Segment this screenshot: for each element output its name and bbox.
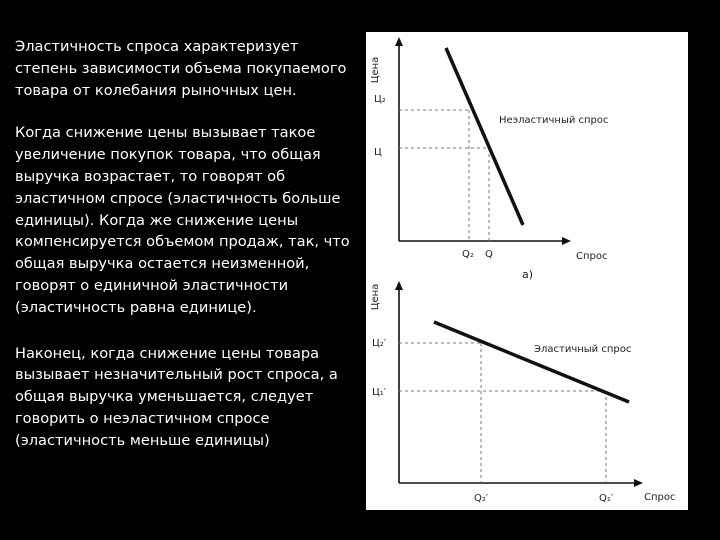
graph-b-qty-low-label: Q₂′ <box>474 493 489 504</box>
graph-a-price-high-label: Ц₂ <box>374 94 386 105</box>
graph-a-price-low-label: Ц <box>374 147 382 158</box>
graph-b-price-low-label: Ц₁′ <box>372 387 387 398</box>
graph-a-panel-tag: а) <box>522 268 534 281</box>
graph-b-qty-high-label: Q₁′ <box>599 493 614 504</box>
paragraph-elastic-unit: Когда снижение цены вызывает такое увеличение покупок товара, что общая выручка возрастает, то говорят об эластичном спросе (эластичность больше единицы). Когда же снижение цены компенсируется объемом продаж, так, что общая выручка остается неизменной, говорят о единичной эластичности (эластичность равна единице). <box>15 124 350 316</box>
graph-a-curve-label: Неэластичный спрос <box>499 115 609 126</box>
graph-a-y-arrow <box>395 37 403 46</box>
graph-b-x-label: Спрос <box>644 492 676 503</box>
graph-a-y-label: Цена <box>370 56 381 84</box>
graph-a-demand-curve <box>446 48 523 225</box>
graph-b-y-arrow <box>395 281 403 290</box>
demand-graphs-svg <box>366 32 688 510</box>
paragraph-inelastic: Наконец, когда снижение цены товара вызывает незначительный рост спроса, а общая выручка уменьшается, следует говорить о неэластичном спросе (эластичность меньше единицы) <box>15 344 338 449</box>
graph-elastic <box>370 281 675 504</box>
graph-a-x-arrow <box>562 237 571 245</box>
graph-b-curve-label: Эластичный спрос <box>534 344 632 355</box>
graph-a-qty-low-label: Q₂ <box>462 249 474 260</box>
graph-a-x-label: Спрос <box>576 251 608 262</box>
graph-inelastic <box>370 37 609 281</box>
graph-b-y-label: Цена <box>370 283 381 311</box>
explanation-text <box>15 36 355 452</box>
graph-b-price-high-label: Ц₂′ <box>372 338 387 349</box>
demand-graphs-panel <box>366 32 688 510</box>
paragraph-elasticity-definition: Эластичность спроса характеризует степень зависимости объема покупаемого товара от колебания рыночных цен. <box>15 38 347 99</box>
graph-b-x-arrow <box>634 479 643 487</box>
graph-b-demand-curve <box>434 322 632 402</box>
graph-a-qty-high-label: Q <box>485 249 493 260</box>
